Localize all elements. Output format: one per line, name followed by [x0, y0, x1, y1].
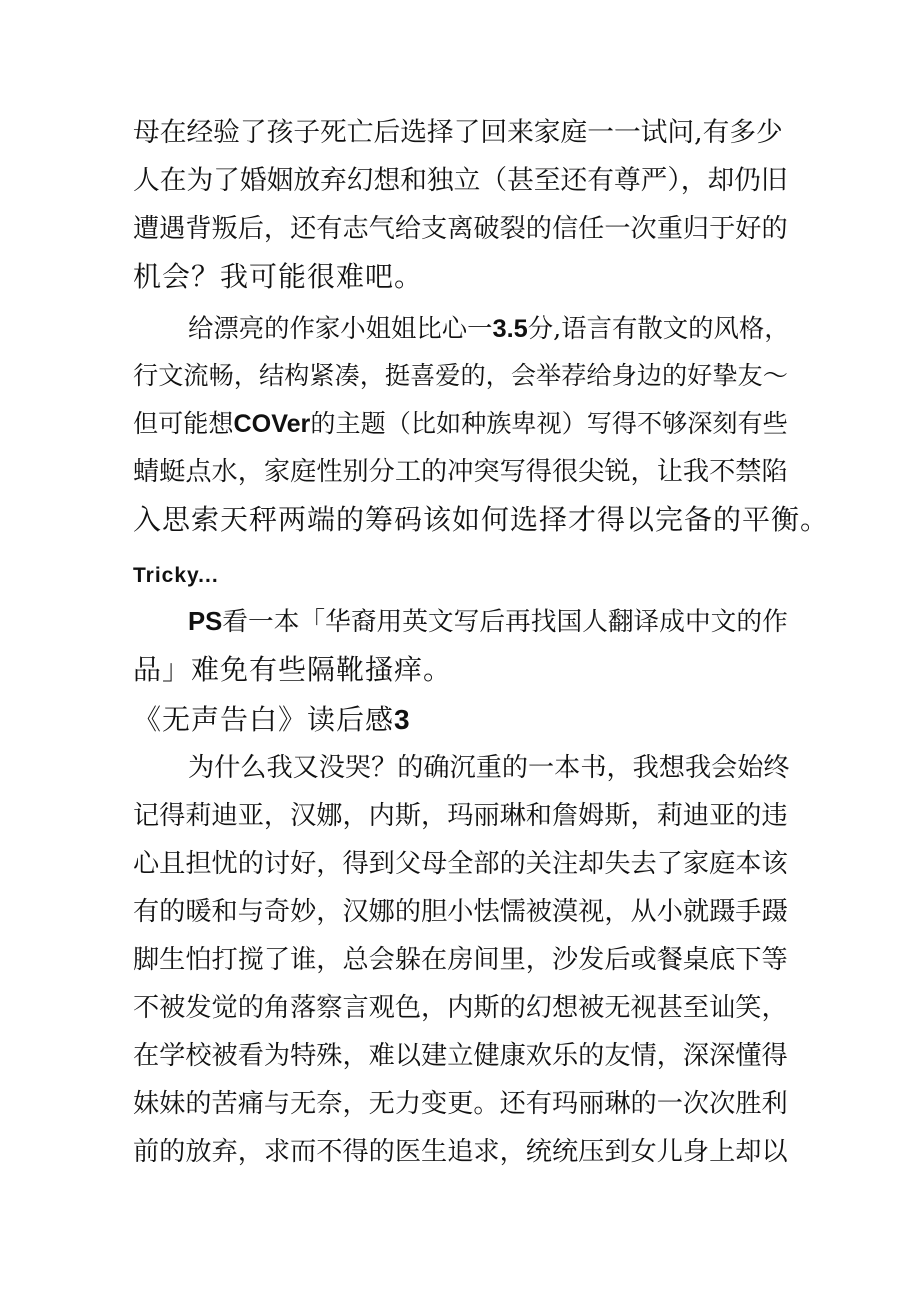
text-segment: 遭遇背叛后，还有志气给支离破裂的信任一次重归于好的	[133, 214, 788, 244]
text-segment: 在学校被看为特殊，难以建立健康欢乐的友情，深深懂得	[133, 1041, 788, 1071]
text-line	[133, 454, 788, 490]
text-line	[133, 942, 788, 978]
text-segment: 机会？我可能很难吧。	[133, 260, 424, 293]
text-segment: 不被发觉的角落察言观色，内斯的幻想被无视甚至讪笑，	[133, 993, 788, 1023]
text-segment: 《无声告白》读后感	[133, 703, 395, 736]
text-segment: 行文流畅，结构紧凑，挺喜爱的，会举荐给身边的好挚友〜	[133, 361, 788, 390]
text-line	[133, 1038, 788, 1074]
text-segment: 3	[394, 704, 411, 735]
text-line	[133, 358, 788, 394]
text-segment: 给漂亮的作家小姐姐比心一	[188, 313, 493, 343]
text-segment: 母在经验了孩子死亡后选择了回来家庭一一试问,有多少	[133, 117, 783, 148]
text-line	[133, 555, 219, 591]
text-segment: 3.5	[492, 315, 528, 343]
text-line	[133, 894, 788, 930]
text-segment: 有的暖和与奇妙，汉娜的胆小怯懦被漠视，从小就蹑手蹑	[133, 897, 788, 927]
text-line	[133, 115, 783, 151]
text-line	[188, 750, 790, 786]
text-segment: 分,语言有散文的风格，	[527, 313, 790, 343]
text-line	[188, 604, 788, 640]
text-line	[133, 1134, 788, 1170]
text-line	[133, 652, 452, 688]
text-segment: COVer	[233, 410, 311, 438]
text-segment: 记得莉迪亚，汉娜，内斯，玛丽琳和詹姆斯，莉迪亚的违	[133, 801, 788, 831]
text-line	[133, 798, 788, 834]
text-line	[133, 502, 829, 538]
text-line	[133, 1086, 788, 1122]
text-segment: 脚生怕打搅了谁，总会躲在房间里，沙发后或餐桌底下等	[133, 945, 788, 975]
text-line	[133, 163, 788, 199]
text-segment: 人在为了婚姻放弃幻想和独立（甚至还有尊严），却仍旧	[133, 165, 788, 196]
text-segment: PS	[188, 608, 223, 636]
text-segment: 前的放弃，求而不得的医生追求，统统压到女儿身上却以	[133, 1137, 788, 1167]
text-line	[133, 990, 788, 1026]
text-segment: 妹妹的苦痛与无奈，无力变更。还有玛丽琳的一次次胜利	[133, 1089, 788, 1119]
text-segment: 蜻蜓点水，家庭性别分工的冲突写得很尖锐，让我不禁陷	[133, 457, 788, 487]
text-segment: 的主题（比如种族卑视）写得不够深刻有些	[310, 409, 788, 438]
text-segment: 入思索天秤两端的筹码该如何选择才得以完备的平衡。	[133, 503, 830, 536]
text-line	[133, 846, 788, 882]
text-segment: 品」难免有些隔靴搔痒。	[133, 653, 453, 686]
section-heading: Tricky...	[133, 564, 219, 587]
text-line	[133, 406, 788, 442]
text-line	[133, 211, 788, 247]
text-line	[188, 310, 790, 346]
text-segment: 看一本「华裔用英文写后再找国人翻译成中文的作	[222, 607, 788, 637]
text-line	[133, 702, 411, 738]
text-line	[133, 259, 423, 295]
text-segment: 心且担忧的讨好，得到父母全部的关注却失去了家庭本该	[133, 849, 788, 879]
text-segment: 为什么我又没哭？的确沉重的一本书，我想我会始终	[188, 753, 790, 783]
text-segment: 但可能想	[133, 409, 234, 438]
